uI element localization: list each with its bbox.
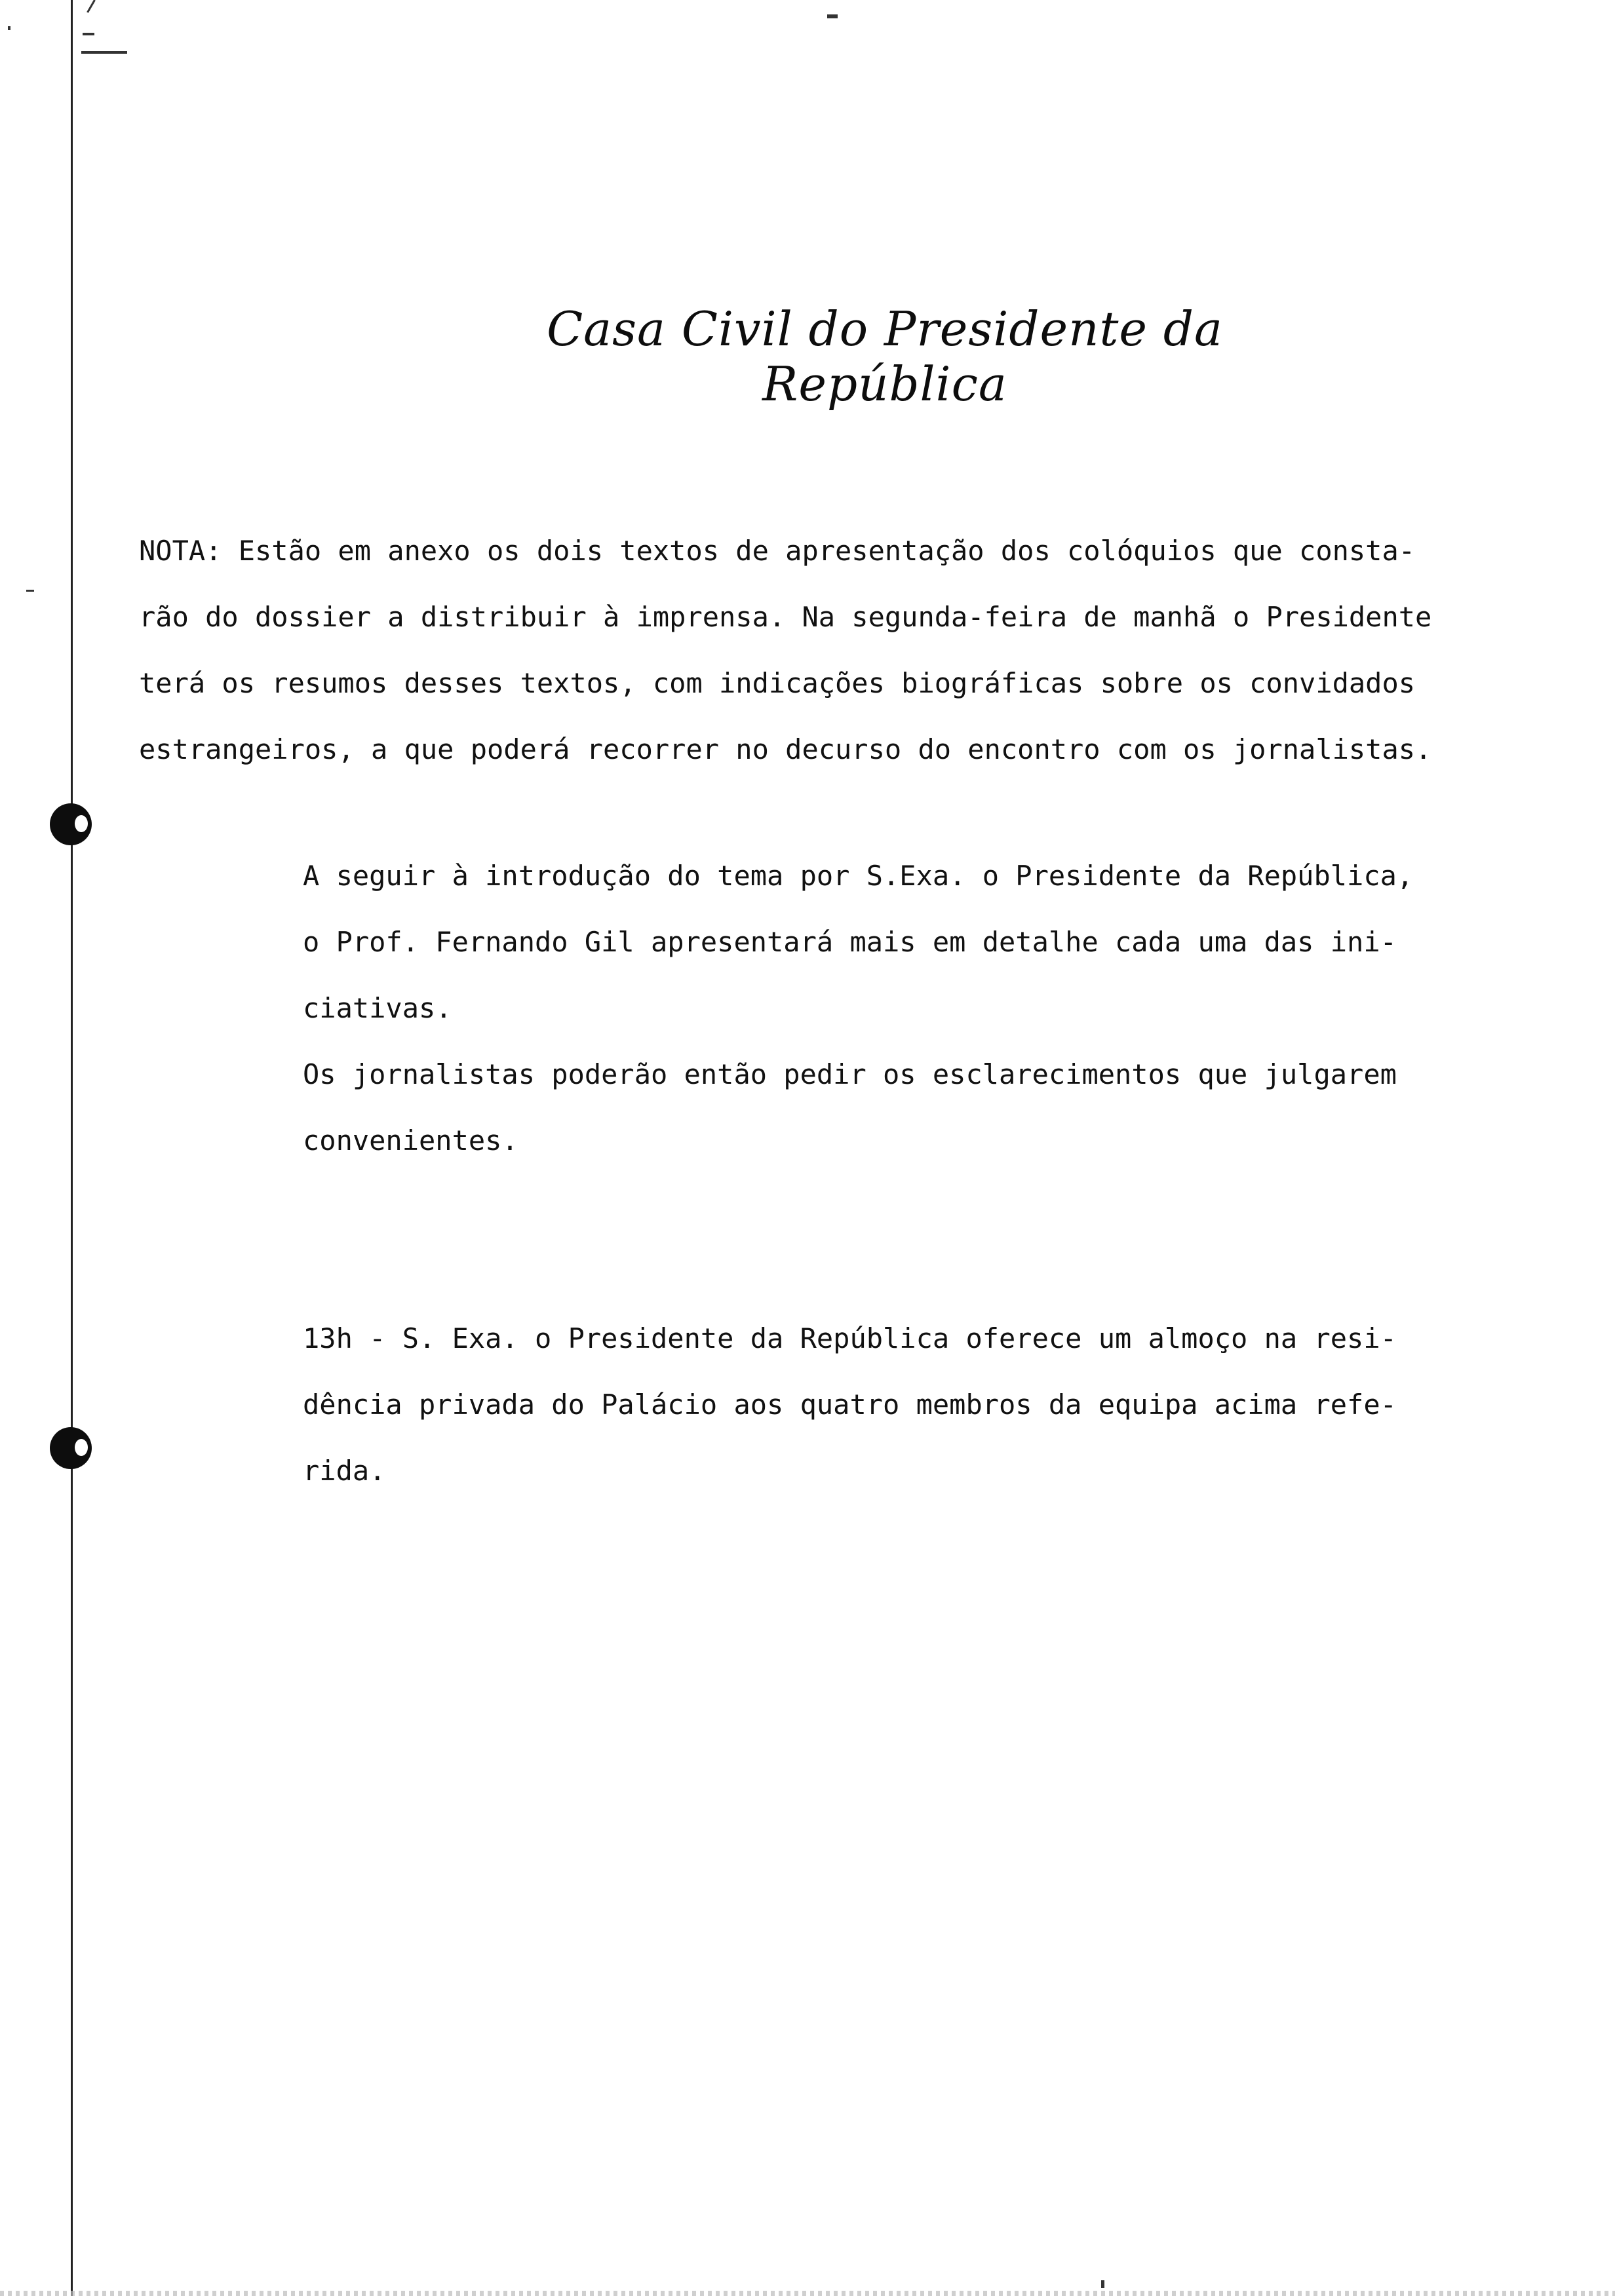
nota-paragraph bbox=[139, 518, 1431, 782]
text-line: 13h - S. Exa. o Presidente da República oferece um almoço na resi- bbox=[303, 1322, 1397, 1354]
text-line: Os jornalistas poderão então pedir os esclarecimentos que julgarem bbox=[303, 1058, 1397, 1090]
letterhead-title: Casa Civil do Presidente da República bbox=[547, 301, 1223, 411]
scan-mark bbox=[26, 590, 34, 592]
intro-paragraph bbox=[303, 843, 1413, 1174]
text-line: rida. bbox=[303, 1455, 386, 1487]
text-line: convenientes. bbox=[303, 1124, 518, 1157]
scan-mark bbox=[87, 0, 96, 13]
punch-hole-icon bbox=[50, 803, 92, 845]
page-bottom-edge bbox=[0, 2291, 1615, 2296]
text-line: NOTA: Estão em anexo os dois textos de apresentação dos colóquios que consta- bbox=[139, 535, 1416, 567]
binding-line bbox=[71, 0, 73, 2296]
text-line: A seguir à introdução do tema por S.Exa. o Presidente da República, bbox=[303, 860, 1414, 892]
text-line: o Prof. Fernando Gil apresentará mais em detalhe cada uma das ini- bbox=[303, 926, 1397, 958]
text-line: terá os resumos desses textos, com indicações biográficas sobre os convidados bbox=[139, 667, 1416, 699]
text-line: ciativas. bbox=[303, 992, 452, 1024]
scan-mark bbox=[81, 51, 127, 54]
text-line: estrangeiros, a que poderá recorrer no decurso do encontro com os jornalistas. bbox=[139, 733, 1432, 765]
text-line: rão do dossier a distribuir à imprensa. Na segunda-feira de manhã o Presidente bbox=[139, 601, 1432, 633]
scan-mark bbox=[83, 33, 94, 35]
scan-mark bbox=[1101, 2280, 1104, 2288]
scan-mark bbox=[8, 26, 10, 30]
scan-mark bbox=[827, 14, 838, 18]
text-line: dência privada do Palácio aos quatro membros da equipa acima refe- bbox=[303, 1388, 1397, 1421]
almoco-paragraph bbox=[303, 1305, 1397, 1504]
punch-hole-icon bbox=[50, 1427, 92, 1469]
